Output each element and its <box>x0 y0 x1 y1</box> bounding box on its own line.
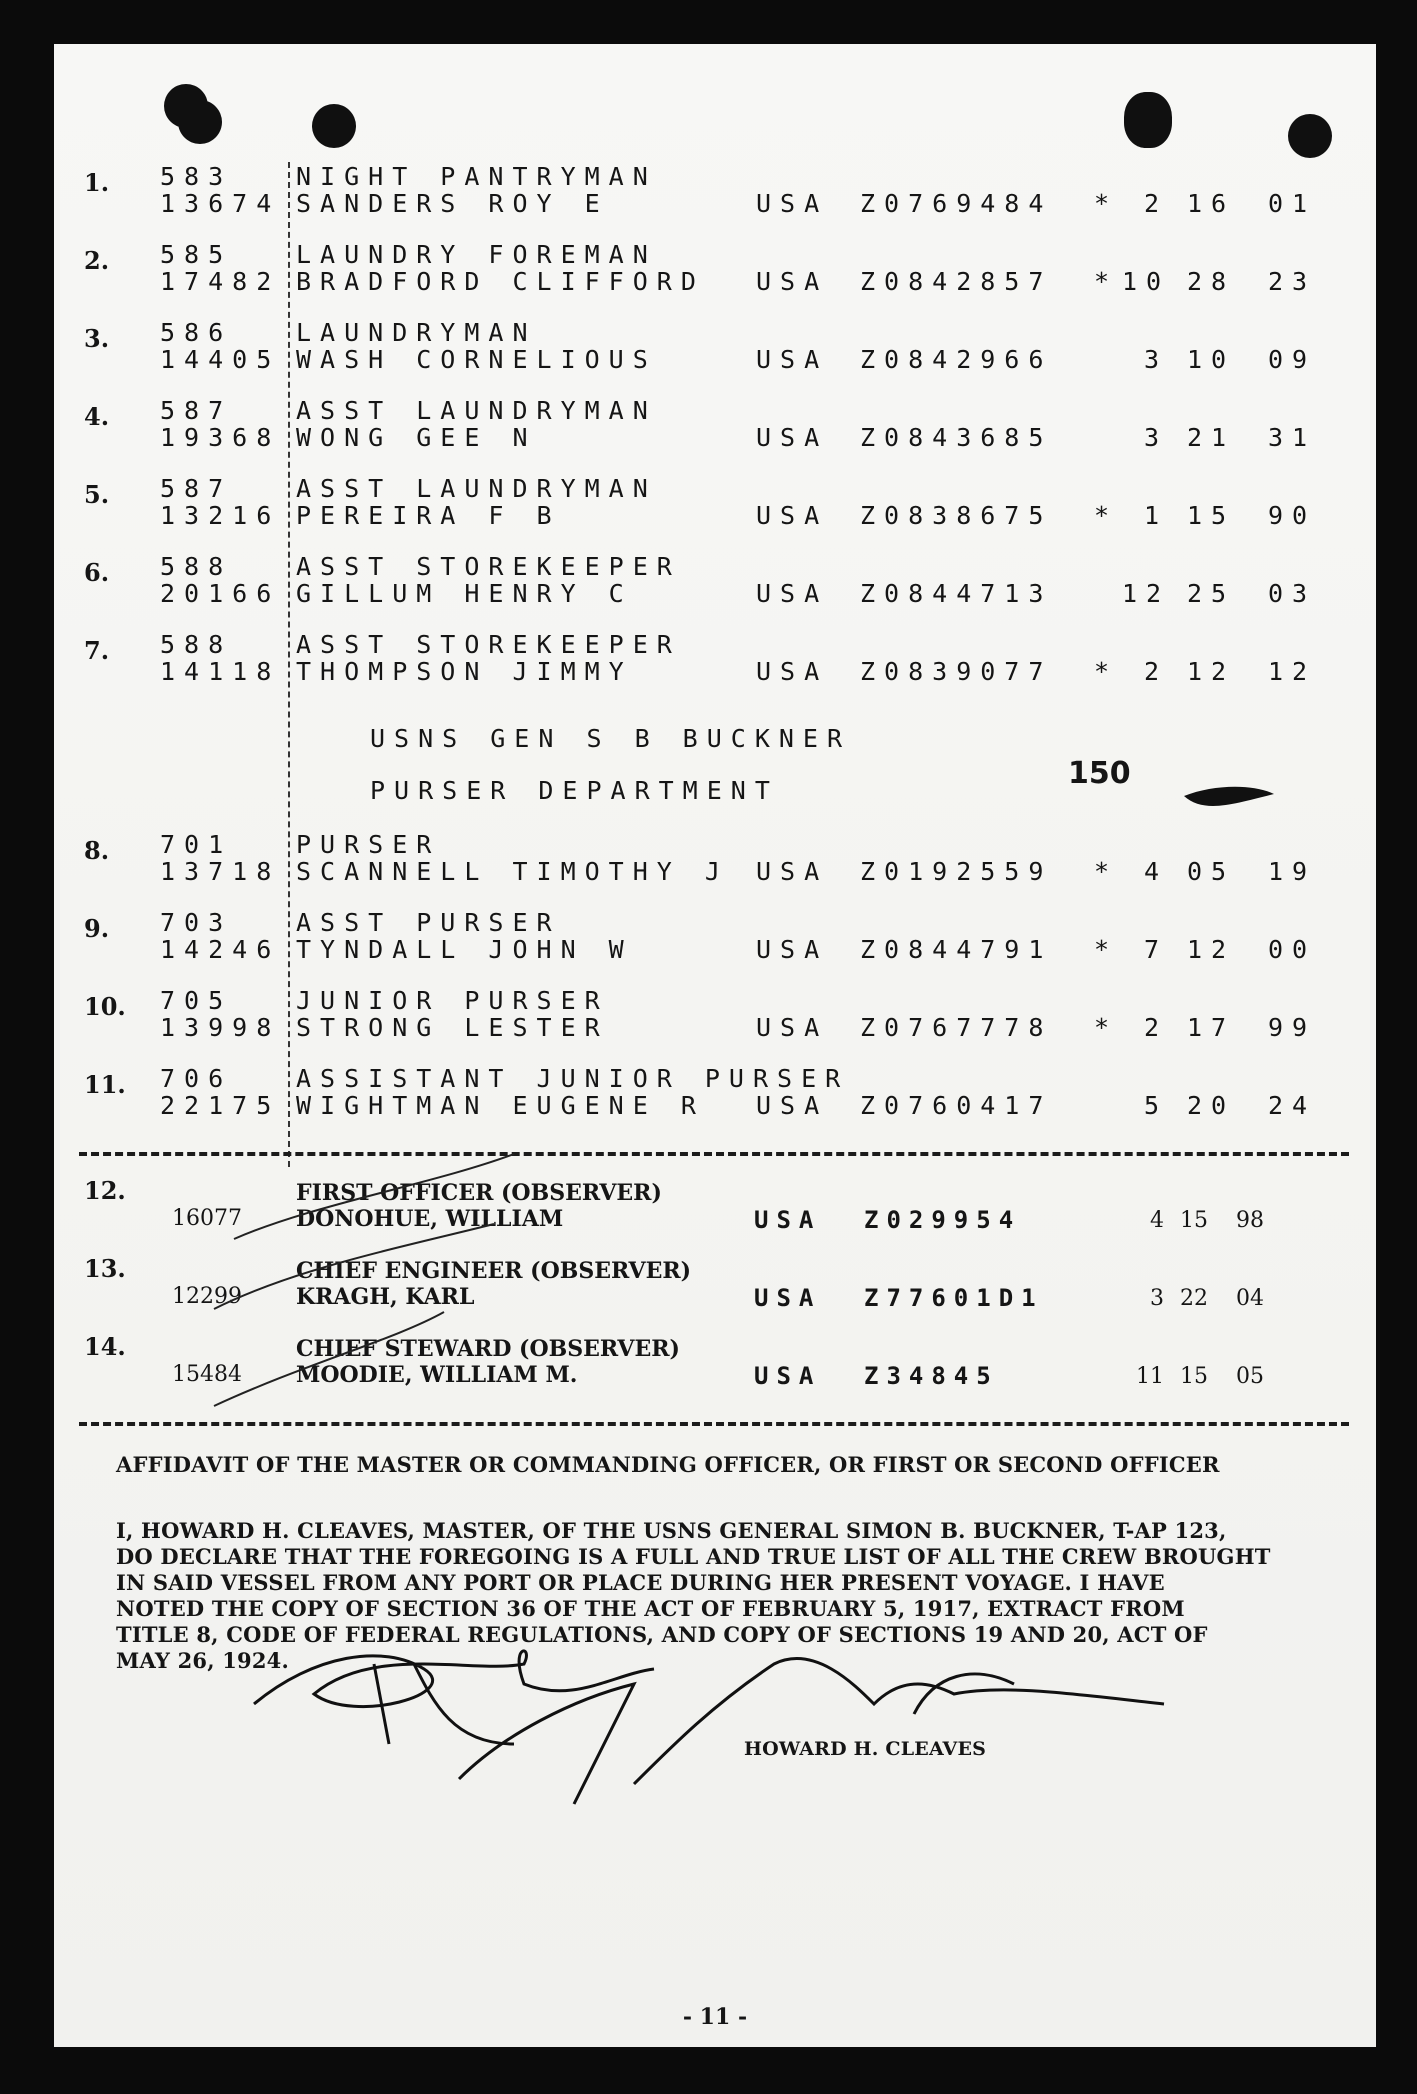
value-a: 2 <box>1143 1013 1168 1042</box>
document-number: Z0769484 <box>860 189 1053 218</box>
position-title: PURSER <box>296 830 441 859</box>
nationality: USA <box>754 1206 822 1234</box>
value-b: 25 <box>1187 579 1236 608</box>
value-c: 01 <box>1268 189 1317 218</box>
crew-id: 19368 <box>160 423 281 452</box>
rating-code: 583 <box>160 162 233 191</box>
department-heading: PURSER DEPARTMENT <box>370 776 779 805</box>
crew-name: WONG GEE N <box>296 423 537 452</box>
value-b: 10 <box>1187 345 1236 374</box>
affidavit-line: IN SAID VESSEL FROM ANY PORT OR PLACE DURING HER PRESENT VOYAGE. I HAVE <box>116 1570 1165 1595</box>
position-title: ASST LAUNDRYMAN <box>296 396 657 425</box>
value-c: 04 <box>1236 1286 1264 1311</box>
row-number: 1. <box>84 168 110 197</box>
position-title: ASST PURSER <box>296 908 561 937</box>
document-number: Z0760417 <box>860 1091 1053 1120</box>
value-a: 1 <box>1143 501 1168 530</box>
document-number: Z77601D1 <box>864 1284 1044 1312</box>
crew-id: 17482 <box>160 267 281 296</box>
nationality: USA <box>756 1091 829 1120</box>
value-a: 12 <box>1122 579 1171 608</box>
rating-code: 586 <box>160 318 233 347</box>
value-c: 12 <box>1268 657 1317 686</box>
crew-name: SANDERS ROY E <box>296 189 609 218</box>
value-a: 4 <box>1143 857 1168 886</box>
row-number: 4. <box>84 402 110 431</box>
row-number: 14. <box>84 1332 126 1361</box>
value-c: 99 <box>1268 1013 1317 1042</box>
value-a: 11 <box>1136 1364 1164 1389</box>
document-number: Z0843685 <box>860 423 1053 452</box>
value-a: 4 <box>1150 1208 1164 1233</box>
ship-name: USNS GEN S B BUCKNER <box>370 724 852 753</box>
affidavit-line: DO DECLARE THAT THE FOREGOING IS A FULL AND TRUE LIST OF ALL THE CREW BROUGHT <box>116 1544 1271 1569</box>
row-number: 11. <box>84 1070 126 1099</box>
row-number: 9. <box>84 914 110 943</box>
crew-id: 13674 <box>160 189 281 218</box>
document-number: Z0844713 <box>860 579 1053 608</box>
crew-id: 22175 <box>160 1091 281 1120</box>
affidavit-line: TITLE 8, CODE OF FEDERAL REGULATIONS, AND COPY OF SECTIONS 19 AND 20, ACT OF <box>116 1622 1208 1647</box>
document-number: Z34845 <box>864 1362 999 1390</box>
value-b: 15 <box>1187 501 1236 530</box>
value-c: 24 <box>1268 1091 1317 1120</box>
document-number: Z0842857 <box>860 267 1053 296</box>
value-a: 3 <box>1143 345 1168 374</box>
document-number: Z0838675 <box>860 501 1053 530</box>
affidavit-heading: AFFIDAVIT OF THE MASTER OR COMMANDING OFFICER, OR FIRST OR SECOND OFFICER <box>116 1452 1220 1477</box>
nationality: USA <box>754 1362 822 1390</box>
position-title: CHIEF STEWARD (OBSERVER) <box>296 1336 680 1362</box>
row-number: 2. <box>84 246 110 275</box>
crew-id: 20166 <box>160 579 281 608</box>
position-title: JUNIOR PURSER <box>296 986 609 1015</box>
crew-name: KRAGH, KARL <box>296 1284 475 1310</box>
crew-id: 14246 <box>160 935 281 964</box>
value-c: 05 <box>1236 1364 1264 1389</box>
crew-name: SCANNELL TIMOTHY J <box>296 857 729 886</box>
value-c: 31 <box>1268 423 1317 452</box>
value-c: 00 <box>1268 935 1317 964</box>
value-a: 10 <box>1122 267 1171 296</box>
value-b: 20 <box>1187 1091 1236 1120</box>
signer-name: HOWARD H. CLEAVES <box>744 1738 987 1760</box>
asterisk: * <box>1094 1013 1119 1042</box>
value-b: 12 <box>1187 657 1236 686</box>
position-title: ASST STOREKEEPER <box>296 630 681 659</box>
value-b: 28 <box>1187 267 1236 296</box>
value-c: 09 <box>1268 345 1317 374</box>
value-c: 98 <box>1236 1208 1264 1233</box>
rating-code: 588 <box>160 552 233 581</box>
row-number: 5. <box>84 480 110 509</box>
document-number: Z0767778 <box>860 1013 1053 1042</box>
value-a: 2 <box>1143 189 1168 218</box>
asterisk: * <box>1094 935 1119 964</box>
rating-code: 587 <box>160 396 233 425</box>
value-a: 2 <box>1143 657 1168 686</box>
nationality: USA <box>756 657 829 686</box>
rating-code: 585 <box>160 240 233 269</box>
crew-id: 13216 <box>160 501 281 530</box>
value-b: 15 <box>1180 1364 1208 1389</box>
rating-code: 705 <box>160 986 233 1015</box>
value-a: 5 <box>1143 1091 1168 1120</box>
crew-id: 15484 <box>172 1362 242 1387</box>
crew-id: 14405 <box>160 345 281 374</box>
value-c: 23 <box>1268 267 1317 296</box>
crew-id: 16077 <box>172 1206 242 1231</box>
document-number: Z0839077 <box>860 657 1053 686</box>
rating-code: 703 <box>160 908 233 937</box>
nationality: USA <box>754 1284 822 1312</box>
position-title: ASST STOREKEEPER <box>296 552 681 581</box>
value-c: 19 <box>1268 857 1317 886</box>
position-title: FIRST OFFICER (OBSERVER) <box>296 1180 662 1206</box>
document-number: Z0844791 <box>860 935 1053 964</box>
crew-name: BRADFORD CLIFFORD <box>296 267 705 296</box>
row-number: 13. <box>84 1254 126 1283</box>
nationality: USA <box>756 501 829 530</box>
value-c: 03 <box>1268 579 1317 608</box>
rating-code: 587 <box>160 474 233 503</box>
nationality: USA <box>756 857 829 886</box>
page-number: - 11 - <box>682 2004 748 2030</box>
value-a: 3 <box>1150 1286 1164 1311</box>
position-title: CHIEF ENGINEER (OBSERVER) <box>296 1258 692 1284</box>
document-number: Z0192559 <box>860 857 1053 886</box>
crew-id: 13718 <box>160 857 281 886</box>
value-b: 16 <box>1187 189 1236 218</box>
value-c: 90 <box>1268 501 1317 530</box>
affidavit-line: NOTED THE COPY OF SECTION 36 OF THE ACT OF FEBRUARY 5, 1917, EXTRACT FROM <box>116 1596 1185 1621</box>
rating-code: 588 <box>160 630 233 659</box>
position-title: ASSISTANT JUNIOR PURSER <box>296 1064 850 1093</box>
document-page <box>54 44 1376 2047</box>
crew-name: GILLUM HENRY C <box>296 579 633 608</box>
crew-name: PEREIRA F B <box>296 501 561 530</box>
row-number: 8. <box>84 836 110 865</box>
crew-name: THOMPSON JIMMY <box>296 657 633 686</box>
rating-code: 701 <box>160 830 233 859</box>
crew-name: STRONG LESTER <box>296 1013 609 1042</box>
asterisk: * <box>1094 501 1119 530</box>
value-a: 7 <box>1143 935 1168 964</box>
value-b: 15 <box>1180 1208 1208 1233</box>
row-number: 7. <box>84 636 110 665</box>
value-b: 22 <box>1180 1286 1208 1311</box>
document-number: Z029954 <box>864 1206 1022 1234</box>
crew-name: DONOHUE, WILLIAM <box>296 1206 564 1232</box>
crew-id: 14118 <box>160 657 281 686</box>
row-number: 3. <box>84 324 110 353</box>
crew-id: 12299 <box>172 1284 242 1309</box>
affidavit-line: MAY 26, 1924. <box>116 1648 289 1673</box>
nationality: USA <box>756 1013 829 1042</box>
value-b: 21 <box>1187 423 1236 452</box>
nationality: USA <box>756 579 829 608</box>
asterisk: * <box>1094 189 1119 218</box>
asterisk: * <box>1094 267 1119 296</box>
value-b: 12 <box>1187 935 1236 964</box>
value-a: 3 <box>1143 423 1168 452</box>
row-number: 10. <box>84 992 126 1021</box>
affidavit-line: I, HOWARD H. CLEAVES, MASTER, OF THE USNS GENERAL SIMON B. BUCKNER, T-AP 123, <box>116 1518 1227 1543</box>
handwritten-marks <box>54 44 1376 2047</box>
position-title: LAUNDRYMAN <box>296 318 537 347</box>
value-b: 05 <box>1187 857 1236 886</box>
position-title: LAUNDRY FOREMAN <box>296 240 657 269</box>
nationality: USA <box>756 189 829 218</box>
position-title: ASST LAUNDRYMAN <box>296 474 657 503</box>
nationality: USA <box>756 267 829 296</box>
row-number: 12. <box>84 1176 126 1205</box>
document-number: Z0842966 <box>860 345 1053 374</box>
row-number: 6. <box>84 558 110 587</box>
nationality: USA <box>756 345 829 374</box>
value-b: 17 <box>1187 1013 1236 1042</box>
crew-name: WIGHTMAN EUGENE R <box>296 1091 705 1120</box>
crew-name: MOODIE, WILLIAM M. <box>296 1362 578 1388</box>
rating-code: 706 <box>160 1064 233 1093</box>
crew-name: WASH CORNELIOUS <box>296 345 657 374</box>
crew-name: TYNDALL JOHN W <box>296 935 633 964</box>
asterisk: * <box>1094 857 1119 886</box>
position-title: NIGHT PANTRYMAN <box>296 162 657 191</box>
asterisk: * <box>1094 657 1119 686</box>
nationality: USA <box>756 423 829 452</box>
handwritten-number: 150 <box>1068 756 1131 791</box>
crew-id: 13998 <box>160 1013 281 1042</box>
nationality: USA <box>756 935 829 964</box>
